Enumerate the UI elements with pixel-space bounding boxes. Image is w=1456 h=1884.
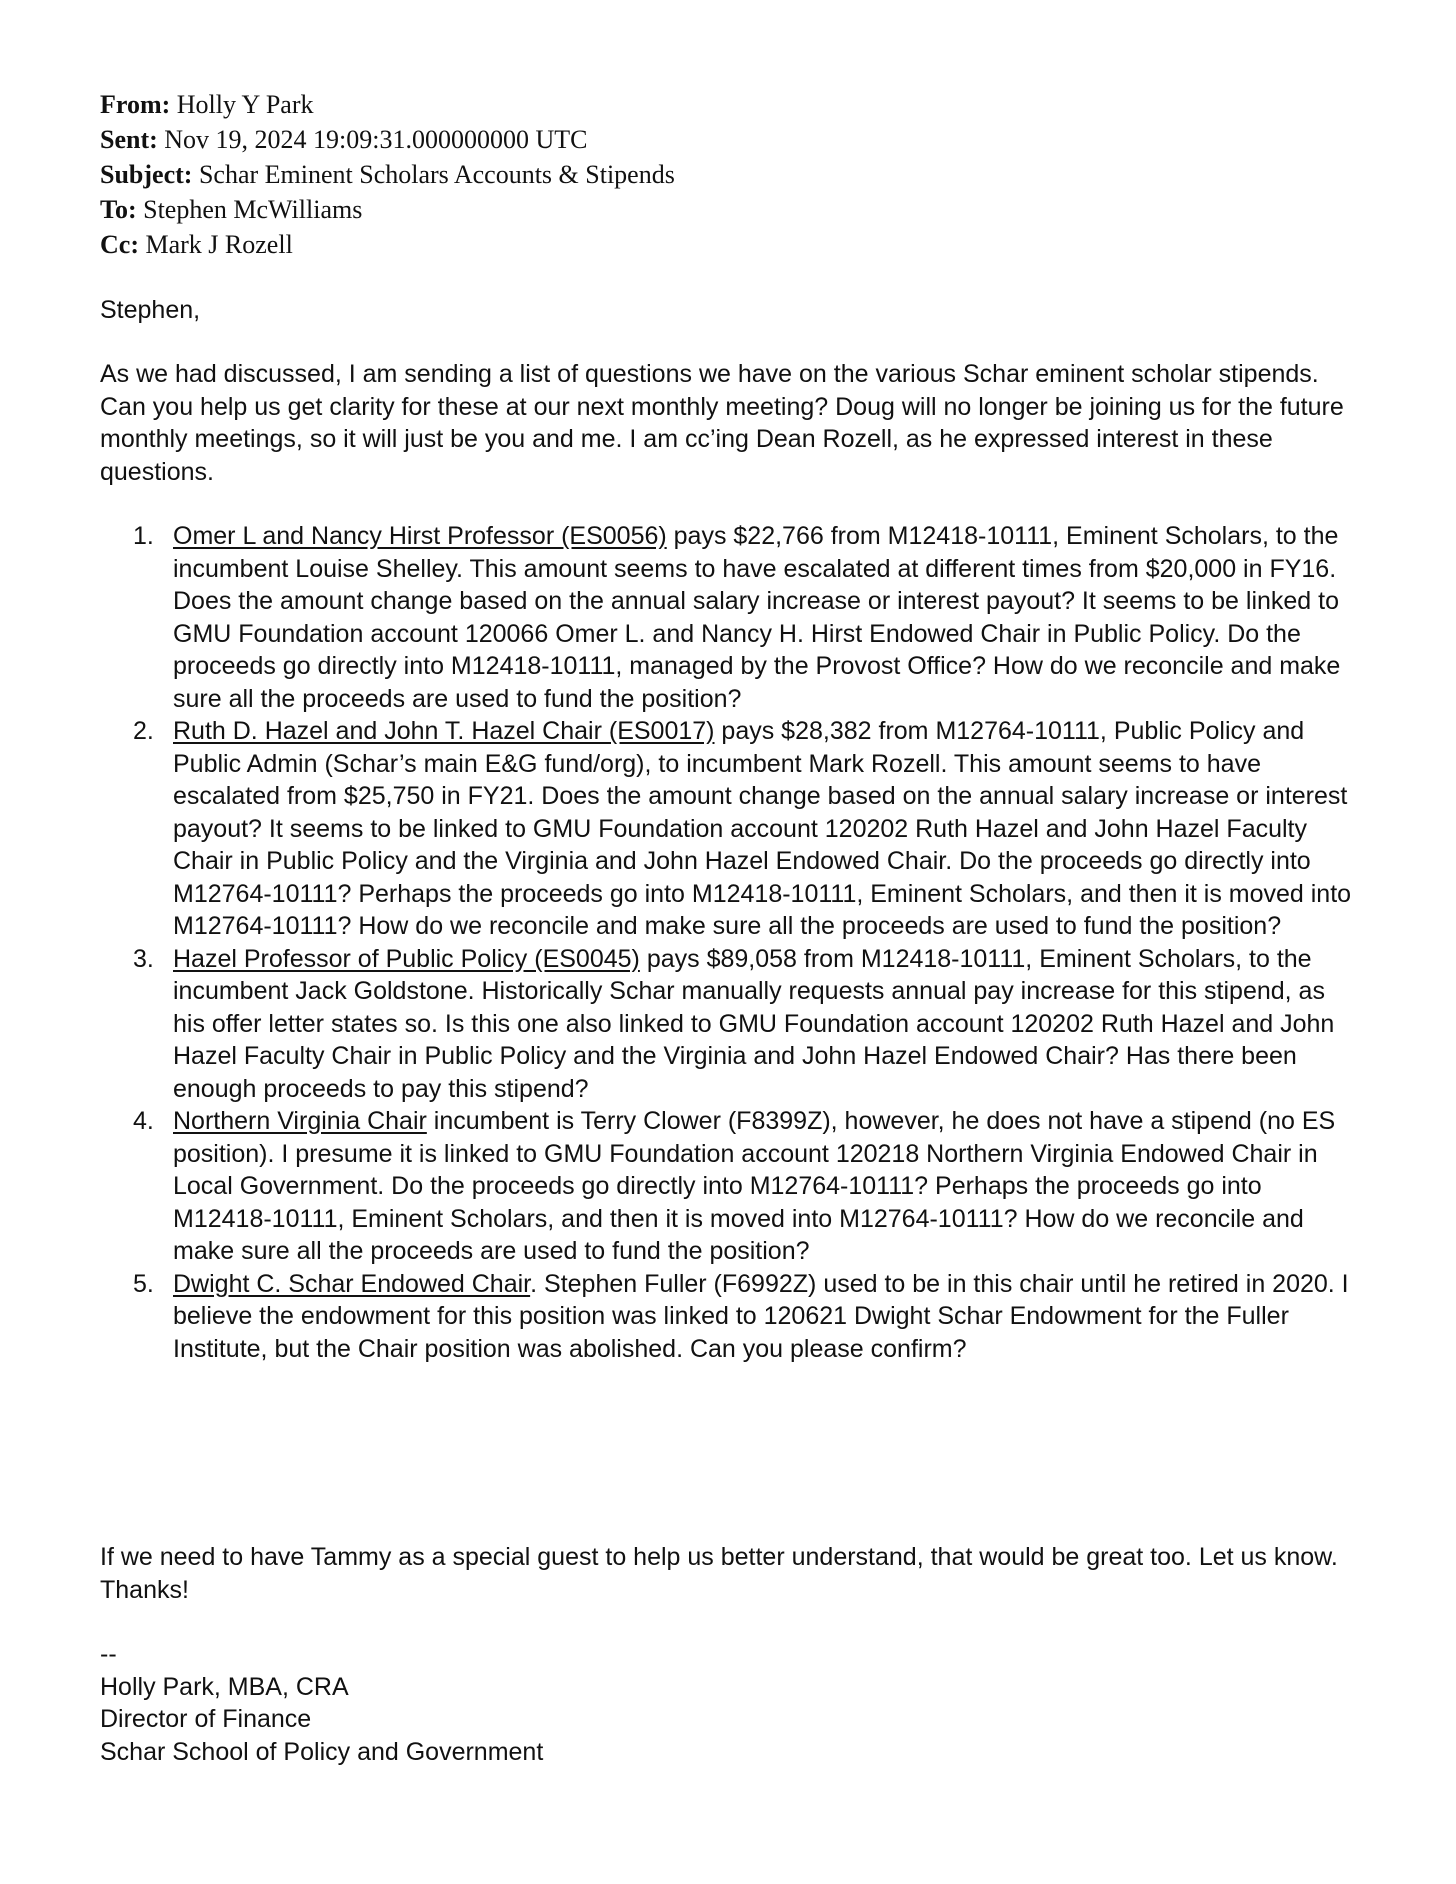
sent-line xyxy=(100,122,1300,157)
sent-value: Nov 19, 2024 19:09:31.000000000 UTC xyxy=(164,125,588,154)
question-item xyxy=(100,520,1360,715)
email-header xyxy=(100,87,1300,262)
question-title: Northern Virginia Chair xyxy=(173,1107,427,1135)
signature-name: Holly Park, MBA, CRA xyxy=(100,1672,349,1701)
question-number: 4. xyxy=(133,1107,154,1135)
question-item xyxy=(100,1268,1360,1366)
question-item xyxy=(100,715,1360,943)
question-number: 5. xyxy=(133,1269,154,1298)
question-item xyxy=(100,1105,1360,1268)
subject-line xyxy=(100,157,1300,192)
question-text: pays $28,382 from M12764-10111, Public Policy and Public Admin (Schar’s main E&G fund/org), to incumbent Mark Rozell. This amount seems to have escalated from $25,750 in FY21. Does the amount change based on the annual salary increase or interest payout? It seems to be linked to GMU Foundation account 120202 Ruth Hazel and John Hazel Faculty Chair in Public Policy and the Virginia and John Hazel Endowed Chair. Do the proceeds go directly into M12764-10111? Perhaps the proceeds go into M12418-10111, Eminent Scholars, and then it is moved into M12764-10111? How do we reconcile and make sure all the proceeds are used to fund the position? xyxy=(173,717,1352,940)
question-text: pays $22,766 from M12418-10111, Eminent Scholars, to the incumbent Louise Shelley. This amount seems to have escalated at different times from $20,000 in FY16. Does the amount change based on the annual salary increase or interest payout? It seems to be linked to GMU Foundation account 120066 Omer L. and Nancy H. Hirst Endowed Chair in Public Policy. Do the proceeds go directly into M12418-10111, managed by the Provost Office? How do we reconcile and make sure all the proceeds are used to fund the position? xyxy=(173,522,1341,713)
cc-line xyxy=(100,227,1300,262)
to-value: Stephen McWilliams xyxy=(143,195,363,224)
question-item xyxy=(100,943,1360,1106)
to-line xyxy=(100,192,1300,227)
question-text: . Stephen Fuller (F6992Z) used to be in this chair until he retired in 2020. I believe the endowment for this position was linked to 120621 Dwight Schar Endowment for the Fuller Institute, but the Chair position was abolished. Can you please confirm? xyxy=(173,1269,1349,1363)
salutation: Stephen, xyxy=(100,296,201,324)
signature-organization: Schar School of Policy and Government xyxy=(100,1737,544,1766)
from-line xyxy=(100,87,1300,122)
subject-label: Subject: xyxy=(100,160,193,189)
cc-label: Cc: xyxy=(100,230,139,259)
signature-block xyxy=(100,1638,543,1768)
question-number: 1. xyxy=(133,522,154,550)
question-title: Omer L and Nancy Hirst Professor (ES0056) xyxy=(173,522,667,550)
question-title: Hazel Professor of Public Policy (ES0045) xyxy=(173,944,640,973)
from-value: Holly Y Park xyxy=(176,90,314,119)
from-label: From: xyxy=(100,90,171,119)
question-text: pays $89,058 from M12418-10111, Eminent Scholars, to the incumbent Jack Goldstone. Historically Schar manually requests annual pay increase for this stipend, as his offer letter states so. Is this one also linked to GMU Foundation account 120202 Ruth Hazel and John Hazel Faculty Chair in Public Policy and the Virginia and John Hazel Endowed Chair? Has there been enough proceeds to pay this stipend? xyxy=(173,944,1335,1103)
questions-list xyxy=(100,520,1360,1365)
signature-role: Director of Finance xyxy=(100,1705,312,1733)
intro-paragraph: As we had discussed, I am sending a list of questions we have on the various Schar eminent scholar stipends. Can you help us get clarity for these at our next monthly meeting? Doug will no longer be joining us for the future monthly meetings, so it will just be you and me. I am cc’ing Dean Rozell, as he expressed interest in these questions. xyxy=(100,360,1344,486)
closing-paragraph: If we need to have Tammy as a special guest to help us better understand, that would be great too. Let us know. Thanks! xyxy=(100,1543,1338,1604)
sent-label: Sent: xyxy=(100,125,158,154)
question-title: Dwight C. Schar Endowed Chair xyxy=(173,1269,531,1298)
question-number: 3. xyxy=(133,944,154,973)
subject-value: Schar Eminent Scholars Accounts & Stipends xyxy=(198,160,675,189)
question-number: 2. xyxy=(133,717,154,745)
question-title: Ruth D. Hazel and John T. Hazel Chair (ES0017) xyxy=(173,717,715,745)
to-label: To: xyxy=(100,195,137,224)
cc-value: Mark J Rozell xyxy=(145,230,293,259)
signature-separator: -- xyxy=(100,1640,117,1668)
question-text: incumbent is Terry Clower (F8399Z), however, he does not have a stipend (no ES position). I presume it is linked to GMU Foundation account 120218 Northern Virginia Endowed Chair in Local Government. Do the proceeds go directly into M12764-10111? Perhaps the proceeds go into M12418-10111, Eminent Scholars, and then it is moved into M12764-10111? How do we reconcile and make sure all the proceeds are used to fund the position? xyxy=(173,1107,1336,1265)
